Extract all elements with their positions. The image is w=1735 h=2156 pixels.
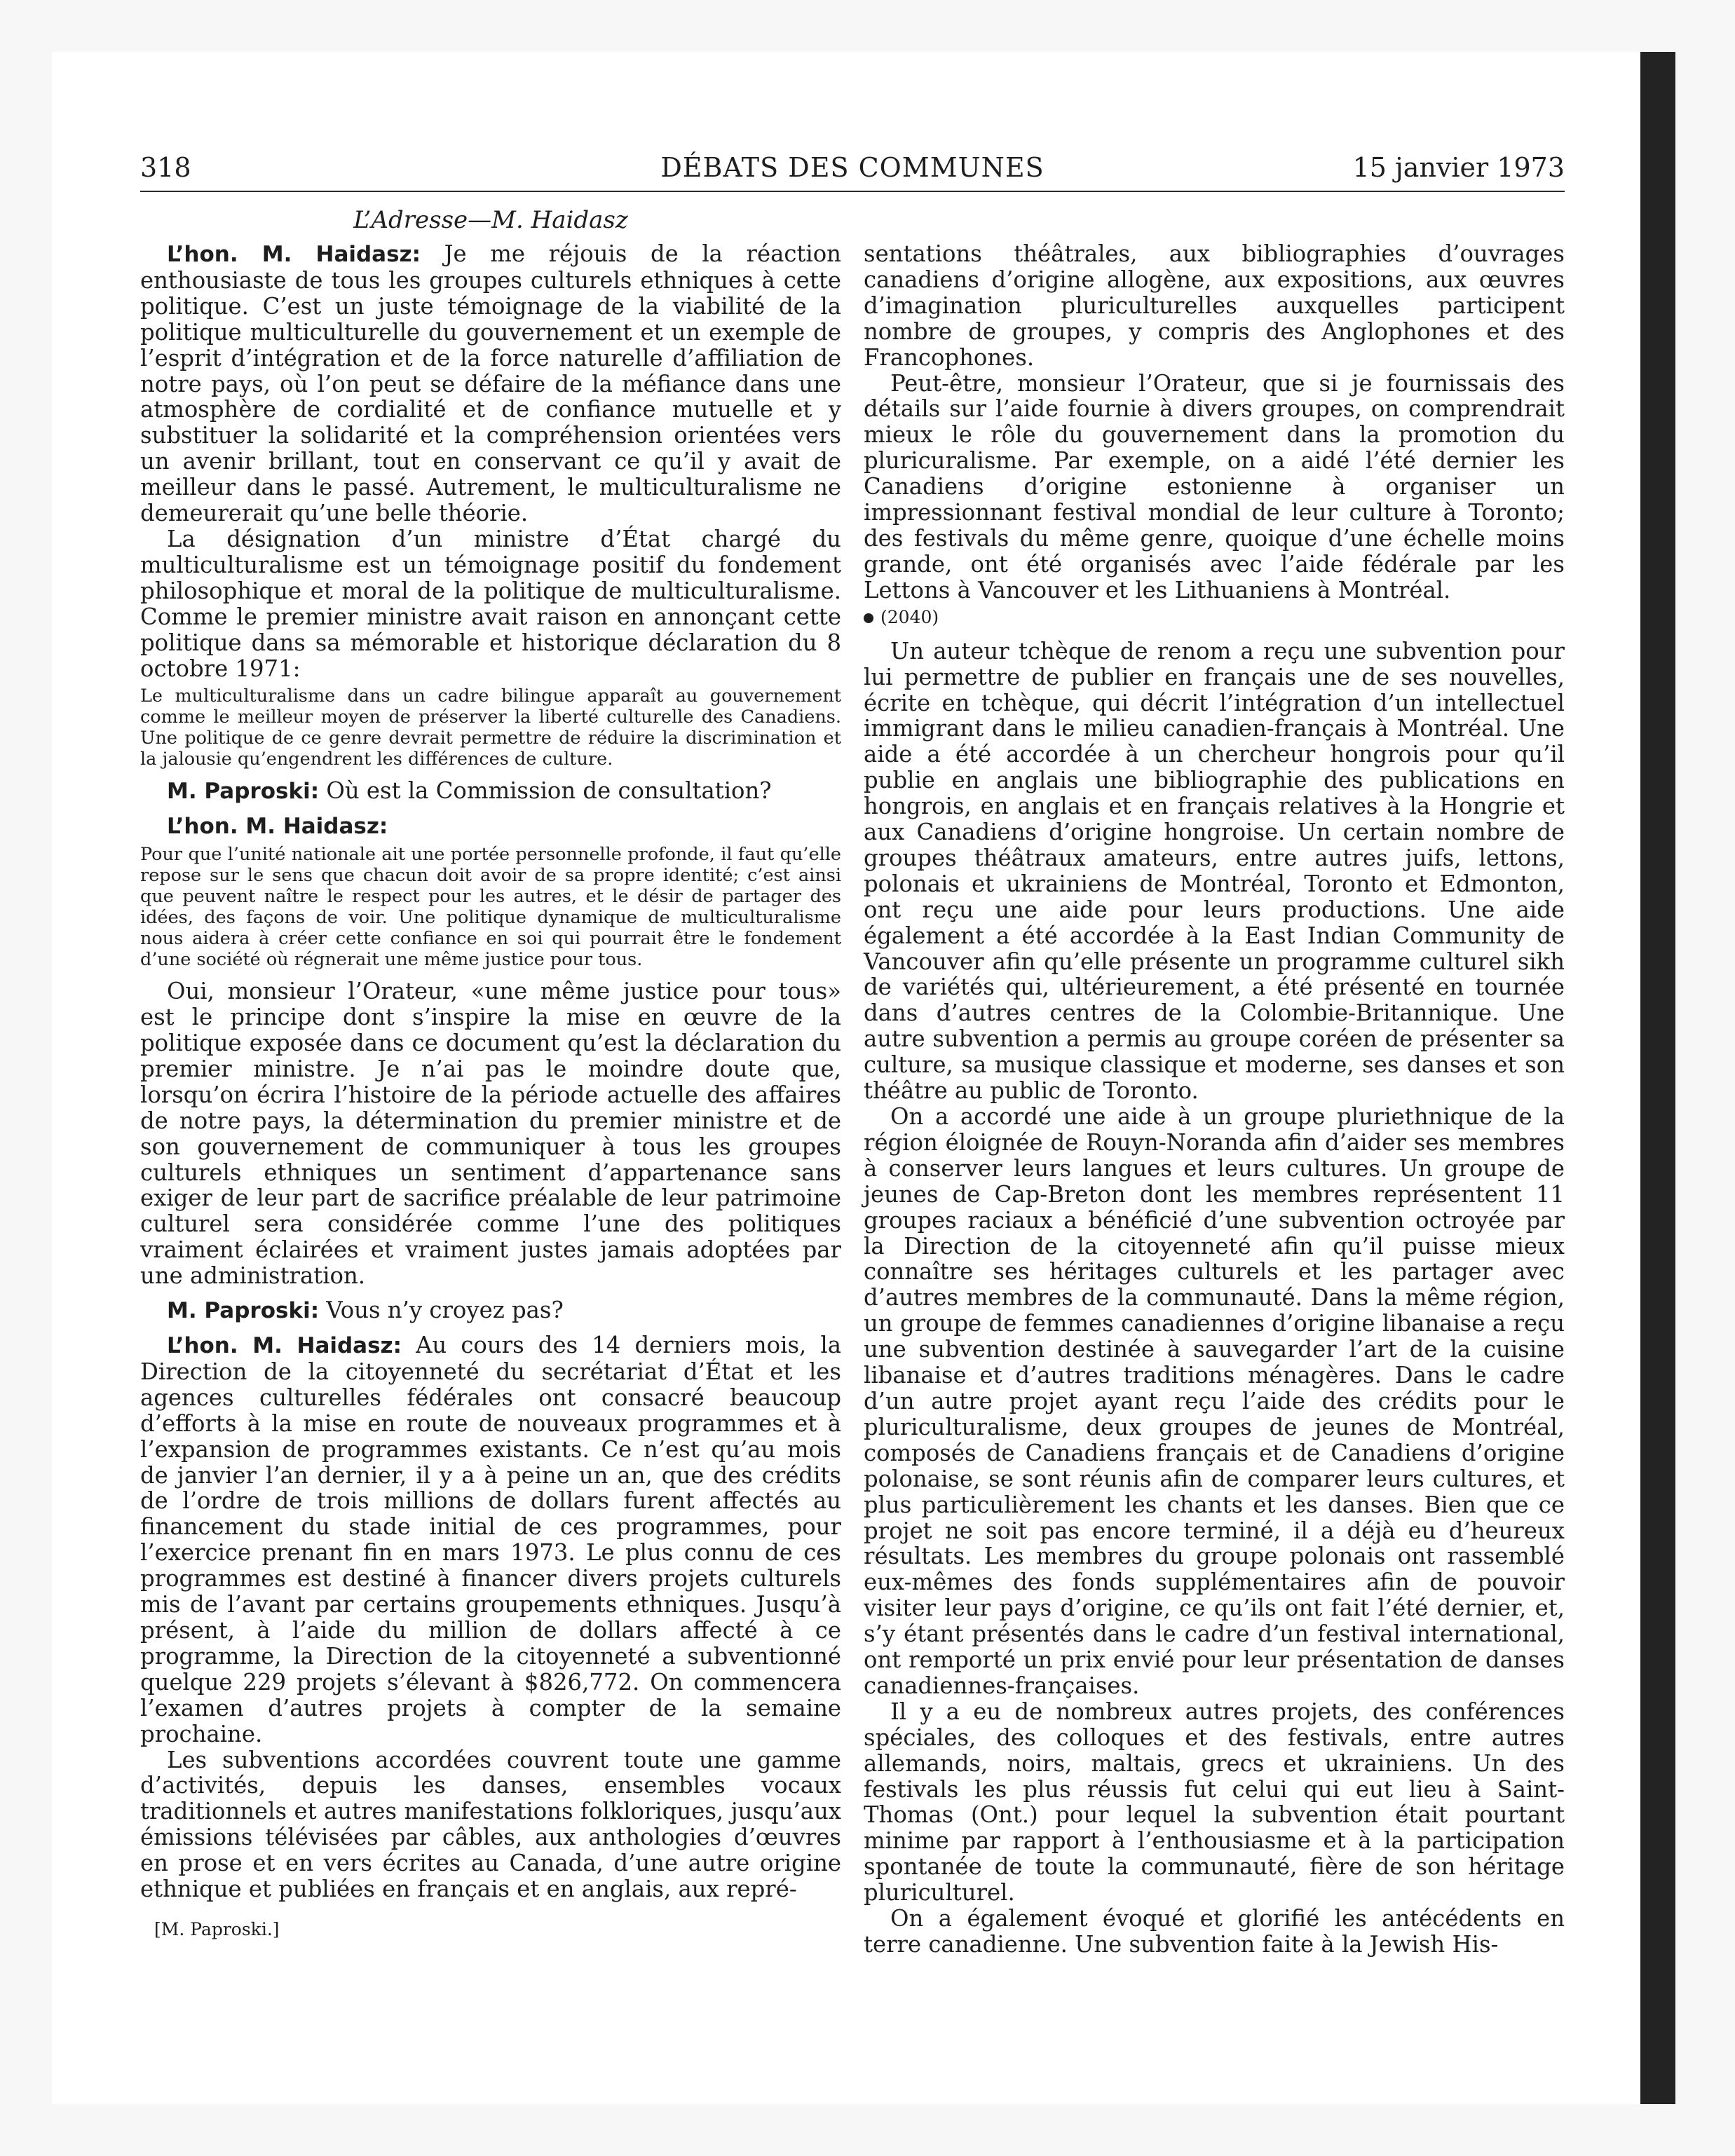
paragraph xyxy=(140,241,841,526)
paragraph-text: Au cours des 14 derniers mois, la Direction de la citoyenneté du secrétariat d’État et les agences culturelles fédérales ont consacré beaucoup d’efforts à la mise en route de nouveaux programmes et à l’expansion de programmes existants. Ce n’est qu’au mois de janvier l’an dernier, il y a à peine un an, que des crédits de l’ordre de trois millions de dollars furent affectés au financement du stade initial de ces programmes, pour l’exercice prenant fin en mars 1973. Le plus connu de ces programmes est destiné à financer divers projets culturels mis de l’avant par certains groupements ethniques. Jusqu’à présent, à l’aide du million de dollars affecté à ce programme, la Direction de la citoyenneté a subventionné quelque 229 projets s’élevant à $826,772. On commencera l’examen d’autres projets à compter de la semaine prochaine. xyxy=(140,1332,841,1747)
page-number: 318 xyxy=(140,152,191,183)
paragraph: sentations théâtrales, aux bibliographies d’ouvrages canadiens d’origine allogène, aux expositions, aux œuvres d’imagination pluriculturelles auxquelles participent nombre de groupes, y compris des Anglophones et des Francophones. xyxy=(864,240,1565,371)
paragraph: Oui, monsieur l’Orateur, «une même justice pour tous» est le principe dont s’inspire la mise en œuvre de la politique exposée dans ce document qu’est la déclaration du premier ministre. Je n’ai pas le moindre doute que, lorsqu’on écrira l’histoire de la période actuelle des affaires de notre pays, la détermination du premier ministre et de son gouvernement de communiquer à tous les groupes culturels ethniques un sentiment d’appartenance sans exiger de leur part de sacrifice préalable de leur patrimoine culturel sera considérée comme l’une des politiques vraiment éclairées et vraiment justes jamais adoptées par une administration. xyxy=(140,978,841,1290)
paragraph xyxy=(140,778,841,805)
left-column xyxy=(140,241,841,1940)
speaker-name: L’hon. M. Haidasz: xyxy=(167,814,388,840)
publication-title: DÉBATS DES COMMUNES xyxy=(660,152,1045,183)
speaker-attribution: [M. Paproski.] xyxy=(154,1918,280,1939)
block-quote: Pour que l’unité nationale ait une portée personnelle profonde, il faut qu’elle repose sur le sens que chacun doit avoir de sa propre identité; c’est ainsi que peuvent naître le respect pour les autres, et le désir de partager des idées, des façons de voir. Une politique dynamique de multiculturalisme nous aidera à créer cette confiance en soi qui pourrait être le fondement d’une société où régnerait une même justice pour tous. xyxy=(140,844,841,971)
bullet-icon xyxy=(864,613,873,623)
paragraph: La désignation d’un ministre d’État chargé du multiculturalisme est un témoignage positif du fondement philosophique et moral de la politique de multiculturalisme. Comme le premier ministre avait raison en annonçant cette politique dans sa mémorable et historique déclaration du 8 octobre 1971: xyxy=(140,525,841,682)
paragraph xyxy=(140,813,841,840)
speaker-name: L’hon. M. Haidasz: xyxy=(167,242,421,267)
scan-edge-bar xyxy=(1640,52,1675,2104)
paragraph: On a également évoqué et glorifié les antécédents en terre canadienne. Une subvention faite à la Jewish His- xyxy=(864,1905,1565,1958)
page-header xyxy=(140,150,1565,192)
speaker-name: M. Paproski: xyxy=(167,779,320,805)
timestamp-text: (2040) xyxy=(880,606,939,627)
section-subheading: L’Adresse—M. Haidasz xyxy=(353,206,628,234)
paragraph xyxy=(140,1297,841,1324)
speaker-name: M. Paproski: xyxy=(167,1298,320,1324)
page-date: 15 janvier 1973 xyxy=(1352,152,1565,183)
paragraph-text: Vous n’y croyez pas? xyxy=(319,1297,564,1324)
timestamp-marker xyxy=(864,605,1565,630)
block-quote: Le multiculturalisme dans un cadre bilingue apparaît au gouvernement comme le meilleur moyen de préserver la liberté culturelle des Canadiens. Une politique de ce genre devrait permettre de réduire la discrimination et la jalousie qu’engendrent les différences de culture. xyxy=(140,685,841,770)
paragraph-text: Je me réjouis de la réaction enthousiaste de tous les groupes culturels ethniques à cette politique. C’est un juste témoignage de la viabilité de la politique multiculturelle du gouvernement et un exemple de l’esprit d’intégration et de la force naturelle d’affiliation de notre pays, où l’on peut se défaire de la méfiance dans une atmosphère de cordialité et de confiance mutuelle et y substituer la solidarité et la compréhension orientées vers un avenir brillant, tout en conservant ce qu’il y avait de meilleur dans le passé. Autrement, le multiculturalisme ne demeurerait qu’une belle théorie. xyxy=(140,240,841,527)
paragraph: On a accordé une aide à un groupe pluriethnique de la région éloignée de Rouyn-Noranda afin d’aider ses membres à conserver leurs langues et leurs cultures. Un groupe de jeunes de Cap-Breton dont les membres représentent 11 groupes raciaux a bénéficié d’une subvention octroyée par la Direction de la citoyenneté afin qu’il puisse mieux connaître ses héritages culturels et les partager avec d’autres membres de la communauté. Dans la même région, un groupe de femmes canadiennes d’origine libanaise a reçu une subvention destinée à sauvegarder l’art de la cuisine libanaise et d’autres traditions ménagères. Dans le cadre d’un autre projet ayant reçu l’aide des crédits pour le pluriculturalisme, deux groupes de jeunes de Montréal, composés de Canadiens français et de Canadiens d’origine polonaise, se sont réunis afin de comparer leurs cultures, et plus particulièrement les chants et les danses. Bien que ce projet ne soit pas encore terminé, il a déjà eu d’heureux résultats. Les membres du groupe polonais ont rassemblé eux-mêmes des fonds supplémentaires afin de pouvoir visiter leur pays d’origine, ce qu’ils ont fait l’été dernier, et, s’y étant présentés dans le cadre d’un festival international, ont remporté un prix envié pour leur présentation de danses canadiennes-françaises. xyxy=(864,1103,1565,1699)
right-column xyxy=(864,241,1565,1958)
paragraph: Peut-être, monsieur l’Orateur, que si je fournissais des détails sur l’aide fournie à divers groupes, on comprendrait mieux le rôle du gouvernement dans la promotion du pluricuralisme. Par exemple, on a aidé l’été dernier les Canadiens d’origine estonienne à organiser un impressionnant festival mondial de leur culture à Toronto; des festivals du même genre, quoique d’une échelle moins grande, ont été organisés avec l’aide fédérale par les Lettons à Vancouver et les Lithuaniens à Montréal. xyxy=(864,369,1565,603)
paragraph xyxy=(140,1332,841,1747)
paragraph: Il y a eu de nombreux autres projets, des conférences spéciales, des colloques et des festivals, entre autres allemands, noirs, maltais, grecs et ukrainiens. Un des festivals les plus réussis fut celui qui eut lieu à Saint-Thomas (Ont.) pour lequel la subvention était pourtant minime par rapport à l’enthousiasme et à la participation spontanée de toute la communauté, fière de son héritage pluriculturel. xyxy=(864,1698,1565,1906)
paragraph: Les subventions accordées couvrent toute une gamme d’activités, depuis les danses, ensembles vocaux traditionnels et autres manifestations folkloriques, jusqu’aux émissions télévisées par câbles, aux anthologies d’œuvres en prose et en vers écrites au Canada, d’une autre origine ethnique et publiées en français et en anglais, aux repré- xyxy=(140,1746,841,1903)
paragraph: Un auteur tchèque de renom a reçu une subvention pour lui permettre de publier en français une de ses nouvelles, écrite en tchèque, qui décrit l’intégration d’un intellectuel immigrant dans le milieu canadien-français à Montréal. Une aide a été accordée à un chercheur hongrois pour qu’il publie en anglais une bibliographie des publications en hongrois, en anglais et en français relatives à la Hongrie et aux Canadiens d’origine hongroise. Un certain nombre de groupes théâtraux amateurs, entre autres juifs, lettons, polonais et ukrainiens de Montréal, Toronto et Edmonton, ont reçu une aide pour leurs productions. Une aide également a été accordée à la East Indian Community de Vancouver afin qu’elle présente un programme culturel sikh de variétés qui, ultérieurement, a été présenté en tournée dans d’autres centres de la Colombie-Britannique. Une autre subvention a permis au groupe coréen de présenter sa culture, sa musique classique et moderne, ses danses et son théâtre au public de Toronto. xyxy=(864,637,1565,1105)
speaker-name: L’hon. M. Haidasz: xyxy=(167,1333,402,1358)
paragraph-text: Où est la Commission de consultation? xyxy=(319,777,772,805)
